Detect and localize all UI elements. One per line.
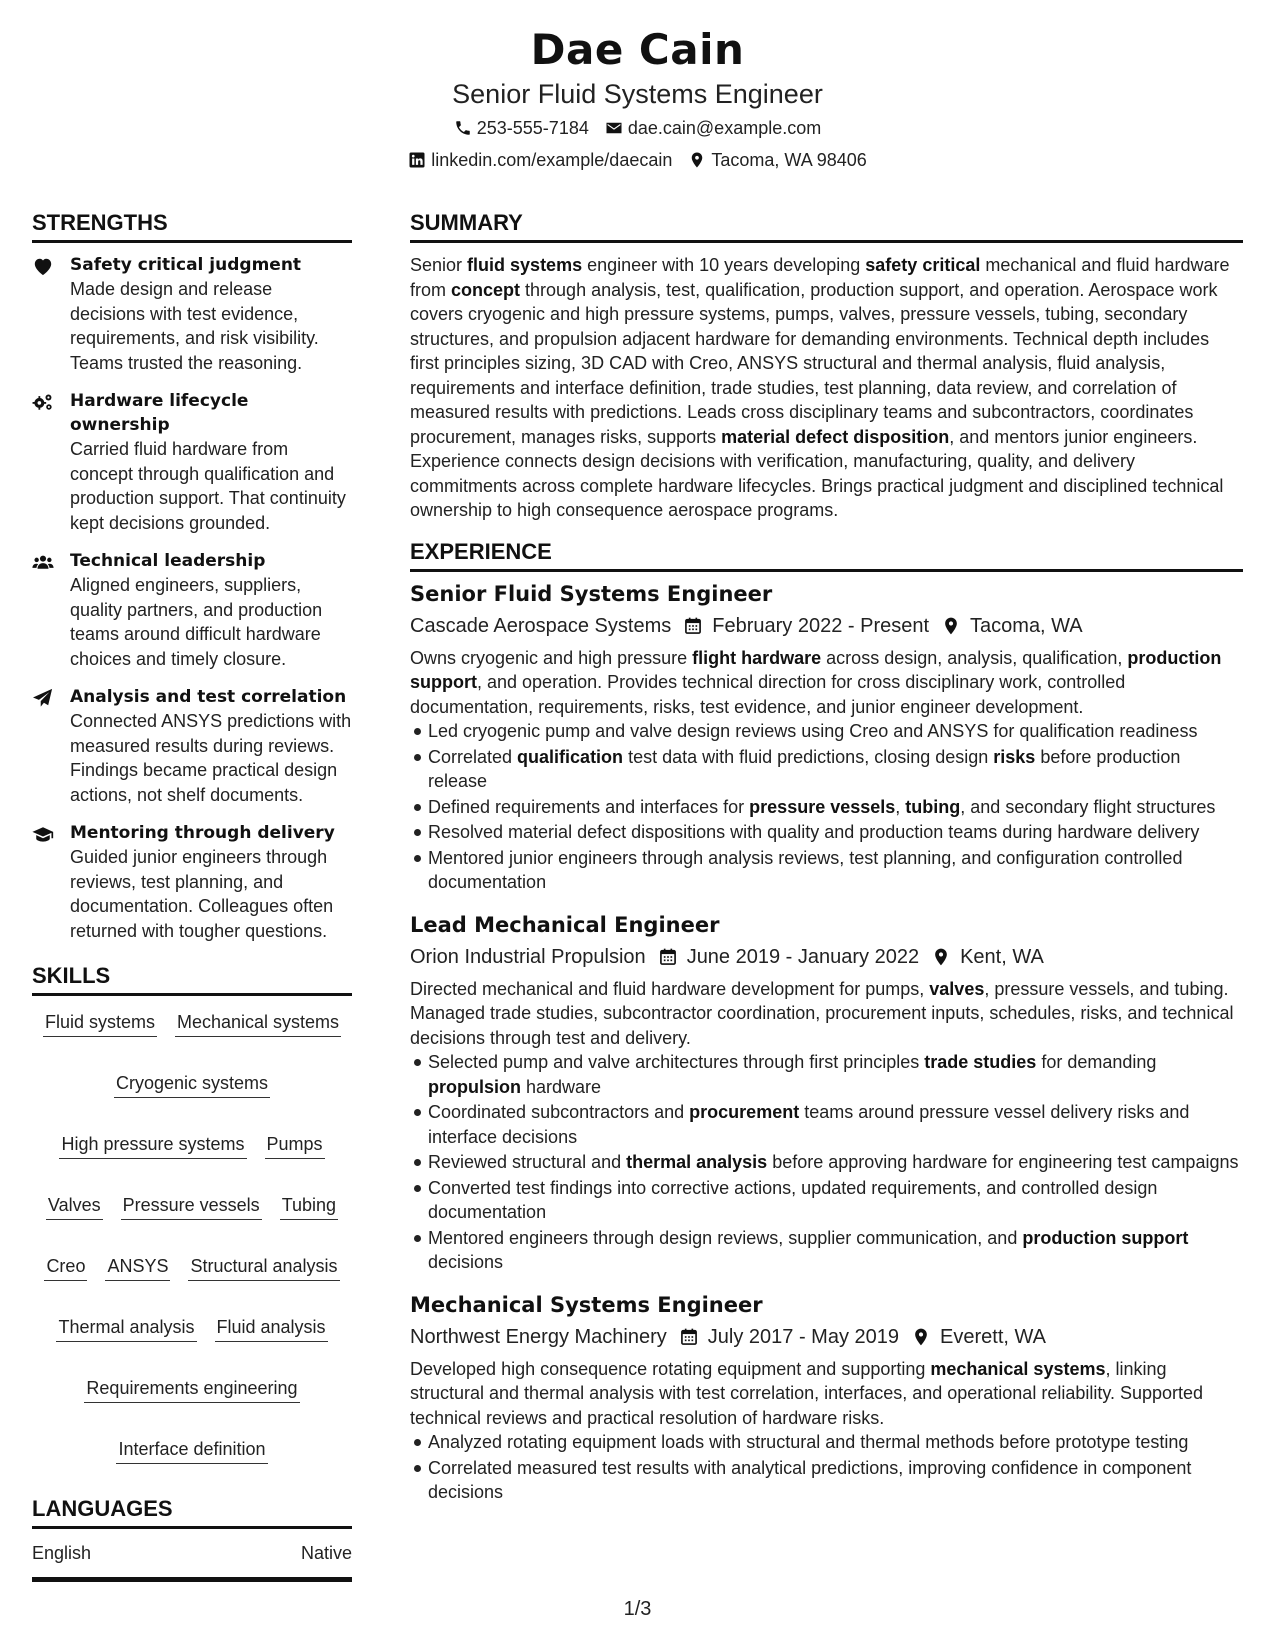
map-pin-icon	[941, 616, 961, 636]
skill-tag: Valves	[46, 1193, 103, 1220]
skill-tag: ANSYS	[105, 1254, 170, 1281]
job-company: Cascade Aerospace Systems	[410, 614, 672, 637]
candidate-name: Dae Cain	[530, 25, 745, 74]
language-name: English	[32, 1543, 92, 1563]
strength-desc: Connected ANSYS predictions with measured results during reviews. Findings became practical design actions, not shelf documents.	[70, 711, 352, 805]
job-entry	[410, 909, 1243, 1275]
skill-tag: Fluid analysis	[215, 1315, 328, 1342]
linkedin-icon	[408, 151, 426, 169]
skill-tag: Thermal analysis	[56, 1315, 196, 1342]
phone-icon	[454, 119, 472, 137]
strength-desc: Guided junior engineers through reviews, test planning, and documentation. Colleagues often returned with tougher questions.	[70, 847, 334, 941]
map-pin-icon	[911, 1327, 931, 1347]
location-text: Tacoma, WA 98406	[711, 150, 867, 170]
skill-tag: Cryogenic systems	[114, 1071, 270, 1098]
job-meta	[410, 941, 1243, 973]
strength-item	[32, 253, 352, 375]
strength-item	[32, 821, 352, 943]
job-bullet: Mentored engineers through design reviews, supplier communication, and production support decisions	[428, 1226, 1243, 1275]
contact-row-1	[0, 112, 1275, 144]
strength-item	[32, 685, 352, 807]
strength-title: Safety critical judgment	[70, 255, 302, 275]
strengths-heading: STRENGTHS	[32, 208, 352, 243]
experience-heading: EXPERIENCE	[410, 537, 1243, 572]
skills-list	[32, 1010, 352, 1464]
calendar-icon	[658, 947, 678, 967]
candidate-title: Senior Fluid Systems Engineer	[452, 79, 823, 109]
job-title: Senior Fluid Systems Engineer	[410, 581, 773, 606]
summary-text: Senior fluid systems engineer with 10 years developing safety critical mechanical and fluid hardware from concept through analysis, test, qualification, production support, and operation. Aerospace work covers cryogenic and high pressure systems, pumps, valves, pressure vessels, tubing, secondary structures, and propulsion adjacent hardware for demanding environments. Technical depth includes first principles sizing, 3D CAD with Creo, ANSYS structural and thermal analysis, fluid analysis, requirements and interface definition, trade studies, test planning, data review, and correlation of measured results with predictions. Leads cross disciplinary teams and subcontractors, coordinates procurement, manages risks, supports material defect disposition, and mentors junior engineers. Experience connects design decisions with verification, manufacturing, quality, and delivery commitments across complete hardware lifecycles. Brings practical judgment and disciplined technical ownership to high consequence aerospace programs.	[410, 255, 1230, 520]
job-bullet: Led cryogenic pump and valve design reviews using Creo and ANSYS for qualification readiness	[428, 719, 1243, 744]
strength-desc: Aligned engineers, suppliers, quality partners, and production teams around difficult hardware choices and timely closure.	[70, 575, 323, 669]
skills-heading: SKILLS	[32, 961, 352, 996]
users-icon	[32, 549, 70, 671]
resume-header	[0, 22, 1275, 176]
job-bullets	[410, 719, 1243, 895]
graduation-cap-icon	[32, 821, 70, 943]
paper-plane-icon	[32, 685, 70, 807]
skill-tag: Pressure vessels	[121, 1193, 262, 1220]
job-location: Tacoma, WA	[970, 614, 1083, 637]
job-bullets	[410, 1050, 1243, 1275]
linkedin-contact[interactable]	[408, 144, 672, 176]
location-contact	[688, 144, 866, 176]
job-bullet: Coordinated subcontractors and procurement teams around pressure vessel delivery risks and interface decisions	[428, 1100, 1243, 1149]
jobs-list	[410, 578, 1243, 1505]
job-entry	[410, 578, 1243, 895]
job-description: Developed high consequence rotating equipment and supporting mechanical systems, linking structural and thermal analysis with test correlation, interfaces, and operational reliability. Supported technical reviews and practical resolution of hardware risks.	[410, 1358, 1204, 1428]
job-location: Kent, WA	[960, 945, 1044, 968]
strength-desc: Made design and release decisions with test evidence, requirements, and risk visibility. Teams trusted the reasoning.	[70, 279, 319, 373]
strength-desc: Carried fluid hardware from concept through qualification and production support. That continuity kept decisions grounded.	[70, 439, 346, 533]
calendar-icon	[683, 616, 703, 636]
strength-title: Hardware lifecycle ownership	[70, 391, 249, 435]
strengths-list	[32, 253, 352, 943]
job-location: Everett, WA	[940, 1325, 1046, 1348]
skill-tag: High pressure systems	[59, 1132, 246, 1159]
strength-item	[32, 549, 352, 671]
gears-icon	[32, 389, 70, 535]
calendar-icon	[679, 1327, 699, 1347]
heart-icon	[32, 253, 70, 375]
left-column	[32, 208, 352, 1582]
skill-tag: Structural analysis	[188, 1254, 339, 1281]
skill-tag: Mechanical systems	[175, 1010, 341, 1037]
job-meta	[410, 1321, 1243, 1353]
job-bullet: Resolved material defect dispositions with quality and production teams during hardware delivery	[428, 820, 1243, 845]
languages-heading: LANGUAGES	[32, 1494, 352, 1529]
right-column	[410, 208, 1243, 1519]
language-level: Native	[300, 1543, 352, 1563]
job-bullet: Correlated measured test results with analytical predictions, improving confidence in component decisions	[428, 1456, 1243, 1505]
job-entry	[410, 1289, 1243, 1505]
job-title: Lead Mechanical Engineer	[410, 912, 720, 937]
skill-tag: Requirements engineering	[84, 1376, 299, 1403]
job-company: Orion Industrial Propulsion	[410, 945, 646, 968]
job-description: Owns cryogenic and high pressure flight hardware across design, analysis, qualification, production support, and operation. Provides technical direction for cross disciplinary work, controlled documentation, requirements, risks, test evidence, and junior engineer development.	[410, 647, 1222, 717]
phone-contact[interactable]	[454, 112, 589, 144]
job-bullet: Converted test findings into corrective actions, updated requirements, and controlled design documentation	[428, 1176, 1243, 1225]
email-contact[interactable]	[605, 112, 821, 144]
strength-title: Technical leadership	[70, 551, 266, 571]
job-bullet: Analyzed rotating equipment loads with structural and thermal methods before prototype testing	[428, 1430, 1243, 1455]
envelope-icon	[605, 119, 623, 137]
job-bullets	[410, 1430, 1243, 1505]
strength-item	[32, 389, 352, 535]
job-bullet: Selected pump and valve architectures through first principles trade studies for demanding propulsion hardware	[428, 1050, 1243, 1099]
job-bullet: Defined requirements and interfaces for pressure vessels, tubing, and secondary flight structures	[428, 795, 1243, 820]
skill-tag: Pumps	[265, 1132, 325, 1159]
page-number: 1/3	[623, 1598, 652, 1620]
language-row	[32, 1529, 352, 1582]
phone-text: 253-555-7184	[476, 118, 589, 138]
skill-tag: Tubing	[280, 1193, 338, 1220]
job-title: Mechanical Systems Engineer	[410, 1292, 763, 1317]
skill-tag: Interface definition	[116, 1437, 267, 1464]
job-bullet: Reviewed structural and thermal analysis before approving hardware for engineering test campaigns	[428, 1150, 1243, 1175]
job-company: Northwest Energy Machinery	[410, 1325, 667, 1348]
job-dates: July 2017 - May 2019	[707, 1325, 900, 1348]
strength-title: Mentoring through delivery	[70, 823, 335, 843]
job-bullet: Mentored junior engineers through analysis reviews, test planning, and configuration controlled documentation	[428, 846, 1243, 895]
job-description: Directed mechanical and fluid hardware development for pumps, valves, pressure vessels, and tubing. Managed trade studies, subcontractor coordination, procurement inputs, schedules, risks, and technical decisions through test and delivery.	[410, 978, 1234, 1048]
email-text: dae.cain@example.com	[627, 118, 822, 138]
contact-row-2	[0, 144, 1275, 176]
job-dates: February 2022 - Present	[712, 614, 930, 637]
summary-heading: SUMMARY	[410, 208, 1243, 243]
map-pin-icon	[688, 151, 706, 169]
languages-list	[32, 1529, 352, 1582]
job-meta	[410, 610, 1243, 642]
job-dates: June 2019 - January 2022	[686, 945, 920, 968]
linkedin-text: linkedin.com/example/daecain	[431, 150, 673, 170]
map-pin-icon	[931, 947, 951, 967]
skill-tag: Creo	[44, 1254, 87, 1281]
skill-tag: Fluid systems	[43, 1010, 157, 1037]
job-bullet: Correlated qualification test data with fluid predictions, closing design risks before production release	[428, 745, 1243, 794]
strength-title: Analysis and test correlation	[70, 687, 347, 707]
